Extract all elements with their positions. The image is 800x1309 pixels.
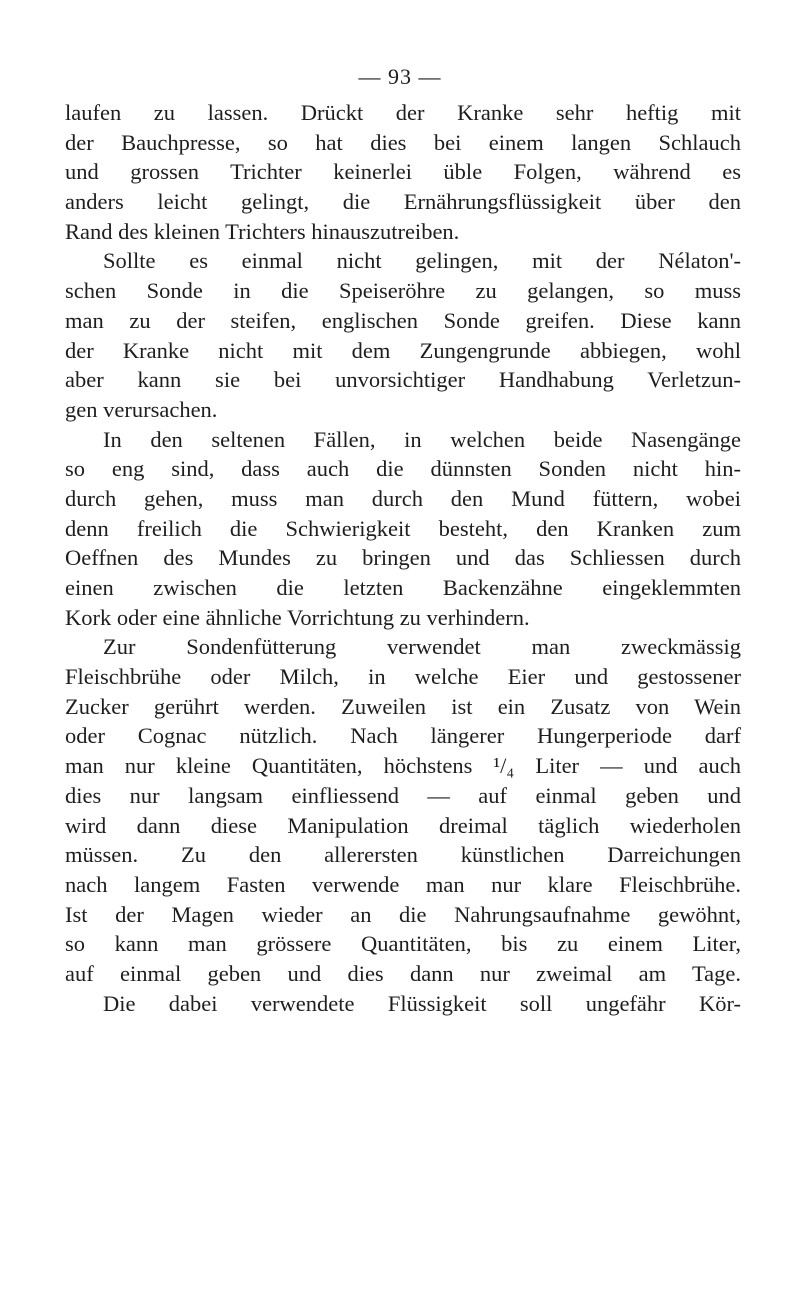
text-line: nach langem Fasten verwende man nur klare Fleischbrühe. <box>65 871 741 897</box>
text-line: Die dabei verwendete Flüssigkeit soll ungefähr Kör- <box>103 990 741 1016</box>
text-line: einen zwischen die letzten Backenzähne eingeklemmten <box>65 575 741 600</box>
text-line: man nur kleine Quantitäten, höchstens ¹/₄ Liter — und auch <box>65 753 741 779</box>
text-line: Oeffnen des Mundes zu bringen und das Schliessen durch <box>65 545 741 571</box>
paragraph-start-line: In den seltenen Fällen, in welchen beide Nasengänge <box>103 426 741 452</box>
text-line: der Bauchpresse, so hat dies bei einem langen Schlauch <box>65 129 741 155</box>
body-text <box>65 98 741 1018</box>
text-line: so kann man grössere Quantitäten, bis zu einem Liter, <box>65 931 741 957</box>
text-line: durch gehen, muss man durch den Mund füttern, wobei <box>65 485 741 511</box>
text-line: Zucker gerührt werden. Zuweilen ist ein Zusatz von Wein <box>65 693 741 719</box>
text-line: Ist der Magen wieder an die Nahrungsaufnahme gewöhnt, <box>65 901 741 927</box>
text-line: auf einmal geben und dies dann nur zweimal am Tage. <box>65 960 741 986</box>
text-line: anders leicht gelingt, die Ernährungsflüssigkeit über den <box>65 189 741 215</box>
text-line: gen verursachen. <box>65 396 218 422</box>
text-line: und grossen Trichter keinerlei üble Folgen, während es <box>65 159 741 185</box>
text-line: wird dann diese Manipulation dreimal täglich wiederholen <box>65 812 741 838</box>
page-number: — 93 — <box>358 64 442 89</box>
text-line: dies nur langsam einfliessend — auf einmal geben und <box>65 782 741 808</box>
text-line: man zu der steifen, englischen Sonde greifen. Diese kann <box>65 307 741 333</box>
text-line: denn freilich die Schwierigkeit besteht, den Kranken zum <box>65 515 741 541</box>
paragraph-start-line: Zur Sondenfütterung verwendet man zweckmässig <box>103 634 741 660</box>
paragraph-start-line: Sollte es einmal nicht gelingen, mit der Nélaton'- <box>103 248 741 274</box>
text-line: aber kann sie bei unvorsichtiger Handhabung Verletzun- <box>65 367 741 393</box>
text-line: schen Sonde in die Speiseröhre zu gelangen, so muss <box>65 278 741 304</box>
text-line: der Kranke nicht mit dem Zungengrunde abbiegen, wohl <box>65 337 741 363</box>
text-line: Fleischbrühe oder Milch, in welche Eier und gestossener <box>65 664 741 690</box>
text-line: Kork oder eine ähnliche Vorrichtung zu verhindern. <box>65 604 530 630</box>
text-line: so eng sind, dass auch die dünnsten Sonden nicht hin- <box>65 456 741 482</box>
text-line: Rand des kleinen Trichters hinauszutreiben. <box>65 218 460 244</box>
text-line: oder Cognac nützlich. Nach längerer Hungerperiode darf <box>65 723 741 749</box>
text-line: laufen zu lassen. Drückt der Kranke sehr heftig mit <box>65 100 741 125</box>
text-line: müssen. Zu den allerersten künstlichen Darreichungen <box>65 842 741 868</box>
